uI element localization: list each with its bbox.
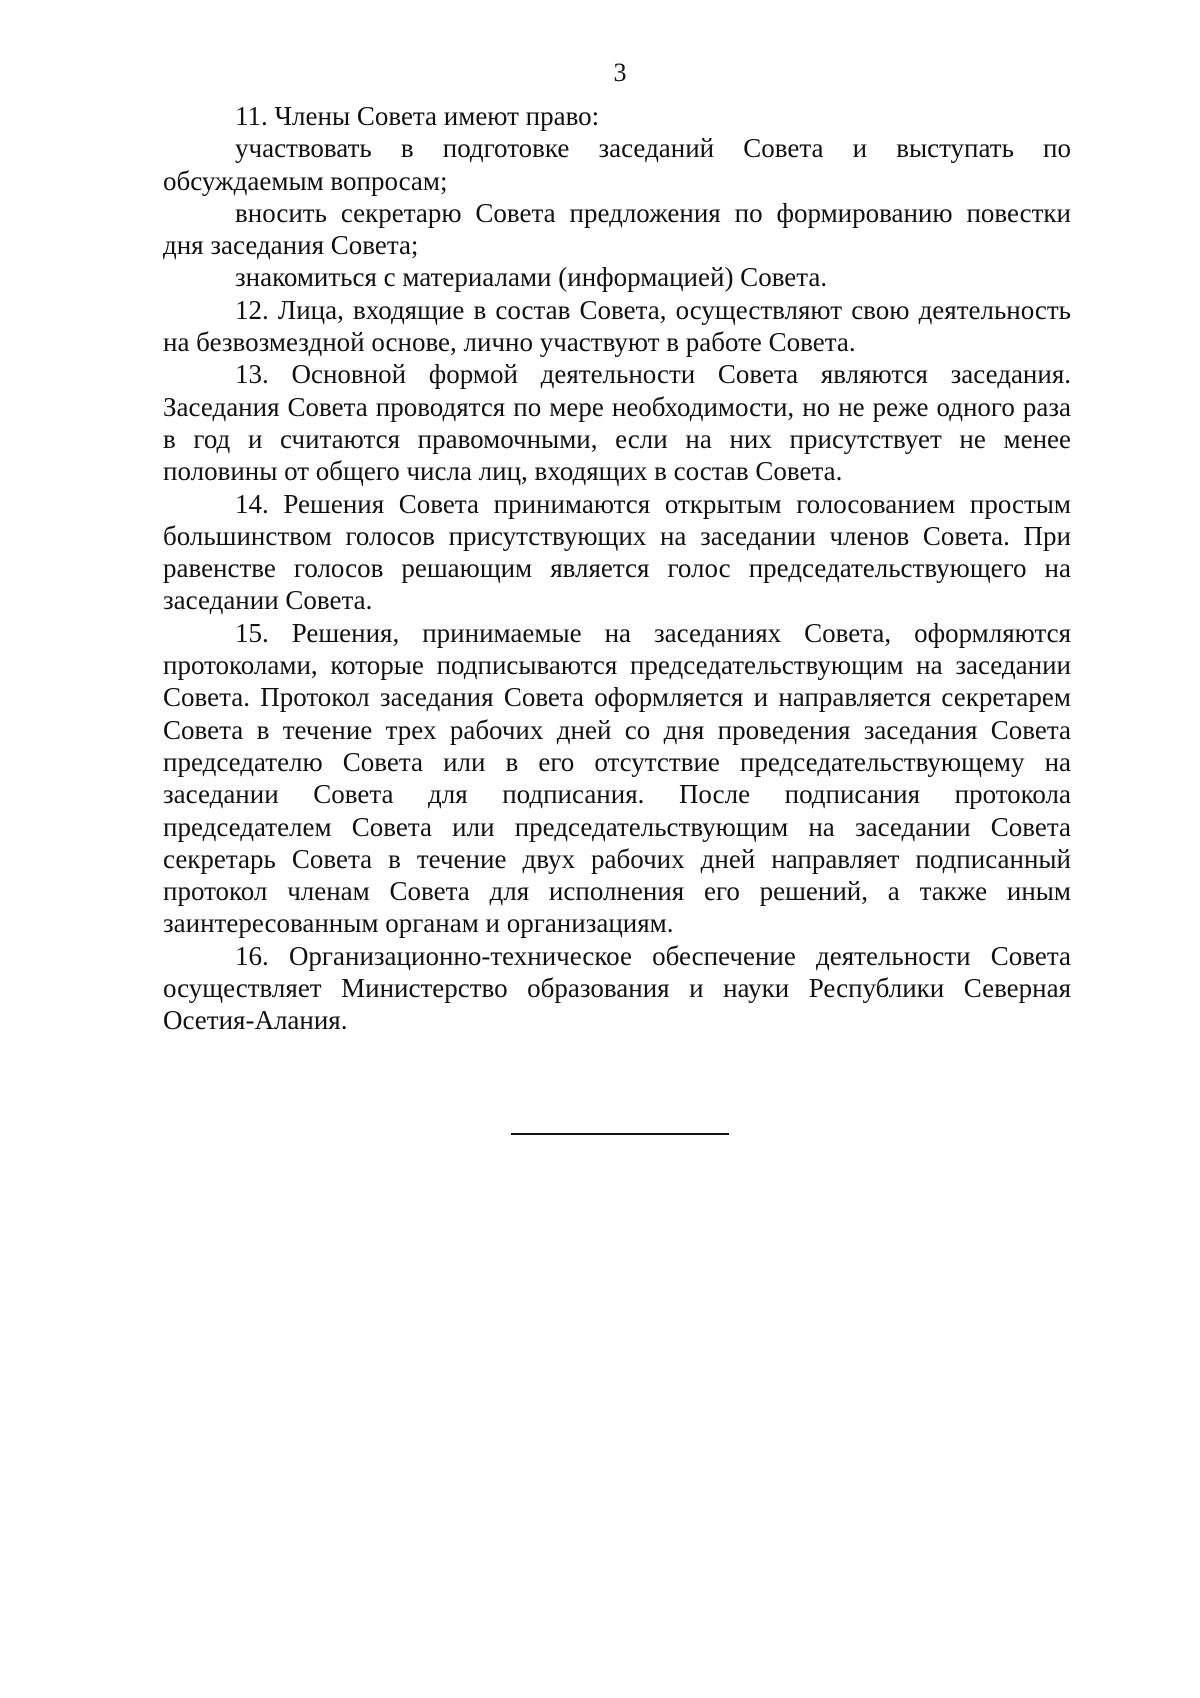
paragraph-16: 16. Организационно-техническое обеспечение деятельности Совета осуществляет Министерство образования и науки Республики Северная Осетия-Алания. [163, 940, 1071, 1036]
paragraph-11-right-participate: участвовать в подготовке заседаний Совета и выступать по обсуждаемым вопросам; [163, 133, 1071, 196]
paragraph-11-right-materials: знакомиться с материалами (информацией) Совета. [235, 262, 828, 293]
paragraph-11-heading: 11. Члены Совета имеют право: [235, 101, 600, 131]
page-number: 3 [613, 58, 627, 87]
paragraph-11-right-propose: вносить секретарю Совета предложения по формированию повестки дня заседания Совета; [163, 197, 1071, 261]
document-body [163, 100, 1071, 1037]
paragraph-14: 14. Решения Совета принимаются открытым голосованием простым большинством голосов присутствующих на заседании членов Совета. При равенстве голосов решающим является голос председательствующего на заседании Совета. [163, 488, 1071, 616]
paragraph-15: 15. Решения, принимаемые на заседаниях Совета, оформляются протоколами, которые подписываются председательствующим на заседании Совета. Протокол заседания Совета оформляется и направляется секретарем Совета в течение трех рабочих дней со дня проведения заседания Совета председателю Совета или в его отсутствие председательствующему на заседании Совета для подписания. После подписания протокола председателем Совета или председательствующим на заседании Совета секретарь Совета в течение двух рабочих дней направляет подписанный протокол членам Совета для исполнения его решений, а также иным заинтересованным органам и организациям. [163, 617, 1071, 939]
end-of-text-rule [511, 1133, 729, 1135]
paragraph-13: 13. Основной формой деятельности Совета являются заседания. Заседания Совета проводятся по мере необходимости, но не реже одного раза в год и считаются правомочными, если на них присутствует не менее половины от общего числа лиц, входящих в состав Совета. [163, 359, 1071, 487]
paragraph-12: 12. Лица, входящие в состав Совета, осуществляют свою деятельность на безвозмездной основе, лично участвуют в работе Совета. [163, 294, 1071, 358]
